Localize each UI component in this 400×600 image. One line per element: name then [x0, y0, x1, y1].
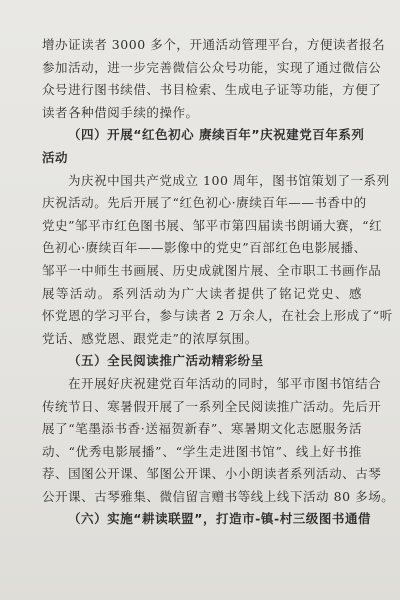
text-line: 参加活动，进一步完善微信公众号功能，实现了通过微信公 [42, 59, 382, 75]
text-line: 读者各种借阅手续的操作。 [42, 104, 199, 120]
text-line: 公开课、古琴雅集、微信留言赠书等线上线下活动 80 多场。 [42, 488, 395, 504]
text-line: 增办证读者 3000 多个，开通活动管理平台，方便读者报名 [42, 37, 386, 52]
section-heading-5 [42, 350, 362, 373]
text-line: 怀党恩的学习平台，参与读者 2 万余人，在社会上形成了“听 [42, 308, 393, 324]
text-line: 色初心·赓续百年——影像中的党史”百部红色电影展播、 [42, 240, 367, 256]
text-line: 庆祝活动。先后开展了“红色初心·赓续百年——书香中的 [42, 195, 367, 211]
text-line: 展等活动。系列活动为广大读者提供了铭记党史、感 [42, 285, 362, 301]
heading-line: （六）实施“耕读联盟”，打造市-镇-村三级图书通借 [68, 511, 372, 527]
text-line: 众号进行图书续借、书目检索、生成电子证等功能，方便了 [42, 82, 382, 98]
paragraph-service-platform [42, 34, 386, 124]
text-line: 党话、感党恩、跟党走”的浓厚氛围。 [42, 330, 258, 346]
section-heading-6 [42, 508, 372, 531]
text-line: 党史”邹平市红色图书展、邹平市第四届读书朗诵大赛，“红 [42, 217, 383, 233]
paragraph-reading-promotion [42, 373, 395, 509]
text-line: 在开展好庆祝建党百年活动的同时，邹平市图书馆结合 [68, 375, 382, 391]
heading-line: （五）全民阅读推广活动精彩纷呈 [68, 353, 264, 369]
heading-line: （四）开展“红色初心 赓续百年”庆祝建党百年系列 [68, 127, 365, 143]
text-line: 动、“优秀电影展播”、“学生走进图书馆”、线上好书推 [42, 443, 362, 459]
text-line: 传统节日、寒暑假开展了一系列全民阅读推广活动。先后开 [42, 398, 382, 414]
text-line: 为庆祝中国共产党成立 100 周年，图书馆策划了一系列 [68, 172, 390, 188]
text-line: 邹平一中师生书画展、历史成就图片展、全市职工书画作品 [42, 262, 382, 278]
heading-line: 活动 [42, 149, 69, 165]
text-line: 荐、国图公开课、邹图公开课、小小朗读者系列活动、古琴 [42, 466, 382, 482]
paragraph-party-centenary [42, 170, 393, 351]
section-heading-4 [42, 124, 365, 169]
text-line: 展了“笔墨添书香·送福贺新春”、寒暑期文化志愿服务活 [42, 421, 362, 437]
